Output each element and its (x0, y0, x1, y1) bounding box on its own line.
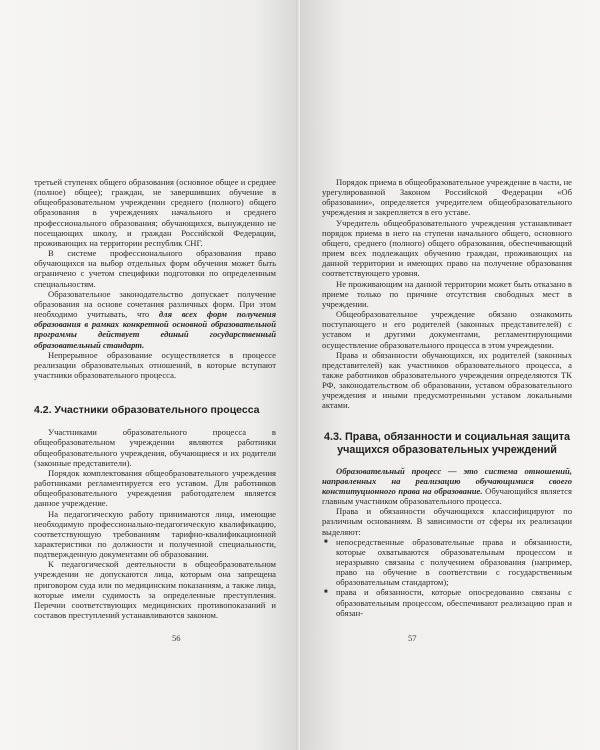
paragraph: Порядок комплектования общеобразовательного учреждения работниками регламентируется его уставом. Для работников общеобразовательного учреждения работодателем является данное учреждение. (34, 467, 276, 509)
right-page-text (322, 177, 572, 618)
paragraph: К педагогической деятельности в общеобразовательном учреждении не допускаются лица, которым она запрещена приговором суда или по медицинским показаниям, а также лица, которые имели судимость за определенные преступления. Перечни соответствующих медицинских противопоказаний и составов преступлений устанавливаются законом. (34, 559, 276, 621)
left-page-text (34, 177, 276, 620)
paragraph: Права и обязанности обучающихся классифицируют по различным основаниям. В зависимости от сферы их реализации выделяют: (322, 506, 572, 537)
paragraph: Учредитель общеобразовательного учреждения устанавливает порядок приема в него на ступени начального общего, основного общего, среднего (полного) общего образования, обеспечивающий прием всех подлежащих обучению граждан, проживающих на данной территории и имеющих право на получение образования соответствующего уровня. (322, 217, 572, 279)
list-item: ■ непосредственные образовательные права и обязанности, которые охватываются образовательным процессом и неразрывно связаны с получением образования (например, право на обучение в соответствии с государственным образовательным стандартом); (322, 537, 572, 588)
section-heading: 4.3. Права, обязанности и социальная защита учащихся образовательных учреждений (323, 430, 571, 456)
paragraph: Порядок приема в общеобразовательное учреждение в части, не урегулированной Законом Российской Федерации «Об образовании», определяется учредителем общеобразовательного учреждения и закрепляется в его уставе. (322, 177, 572, 218)
paragraph-text: Образовательное законодательство допускает получение образования на основе сочетания различных форм. При этом необходимо учитывать, что (34, 288, 276, 320)
page-number: 57 (408, 633, 417, 643)
page-number: 56 (172, 633, 181, 643)
paragraph: третьей ступенях общего образования (основное общее и среднее (полное) общее); граждан, не завершивших обучение в общеобразовательном учреждении среднего (полного) общего образования в учреждениях начального и среднего профессионального образования; обучающихся, вынужденно не посещающих школу, и граждан Российской Федерации, проживающих на территории республик СНГ. (34, 177, 276, 248)
paragraph (34, 289, 276, 350)
bullet-list (322, 537, 572, 618)
paragraph: Не проживающим на данной территории может быть отказано в приеме только по причине отсутствия свободных мест в учреждении. (322, 278, 572, 309)
list-item: ■ права и обязанности, которые опосредованно связаны с образовательным процессом, обеспечивают реализацию прав и обязан- (322, 587, 572, 617)
left-page (0, 0, 298, 750)
definition-bold: Образовательный процесс — это система отношений, направленных на реализацию обучающимися своего конституционного права на образование. (322, 465, 572, 496)
paragraph: Общеобразовательное учреждение обязано ознакомить поступающего и его родителей (законных представителей) с уставом и другими документами, регламентирующими осуществление образовательного процесса в этом учреждении. (322, 309, 572, 350)
right-page (300, 0, 600, 750)
paragraph: В системе профессионального образования право обучающихся на выбор отдельных форм обучения может быть ограничено с учетом специфики подготовки по определенным специальностям. (34, 248, 276, 289)
paragraph: Участниками образовательного процесса в общеобразовательном учреждении являются работники общеобразовательного учреждения, обучающиеся и их родители (законные представители). (34, 427, 276, 468)
paragraph: На педагогическую работу принимаются лица, имеющие необходимую профессионально-педагогическую квалификацию, соответствующую требованиям тарифно-квалификационной характеристики по должности и полученной специальности, подтвержденную документами об образовании. (34, 508, 276, 560)
paragraph-text: Обучающийся является главным участником образовательного процесса. (322, 485, 572, 507)
bold-italic-emphasis: для всех форм получения образования в рамках конкретной основной образовательной программы действует единый государственный образовательный стандарт. (34, 309, 276, 350)
section-heading: 4.2. Участники образовательного процесса (34, 404, 260, 417)
paragraph (322, 466, 572, 507)
paragraph: Права и обязанности обучающихся, их родителей (законных представителей) как участников образовательного процесса, а также работников образовательного учреждения определяются ТК РФ, законодательством об образовании, уставом образовательного учреждения и иными предусмотренными уставом локальными актами. (322, 349, 572, 411)
paragraph: Непрерывное образование осуществляется в процессе реализации образовательных отношений, в которые вступают участники образовательного процесса. (34, 349, 276, 380)
